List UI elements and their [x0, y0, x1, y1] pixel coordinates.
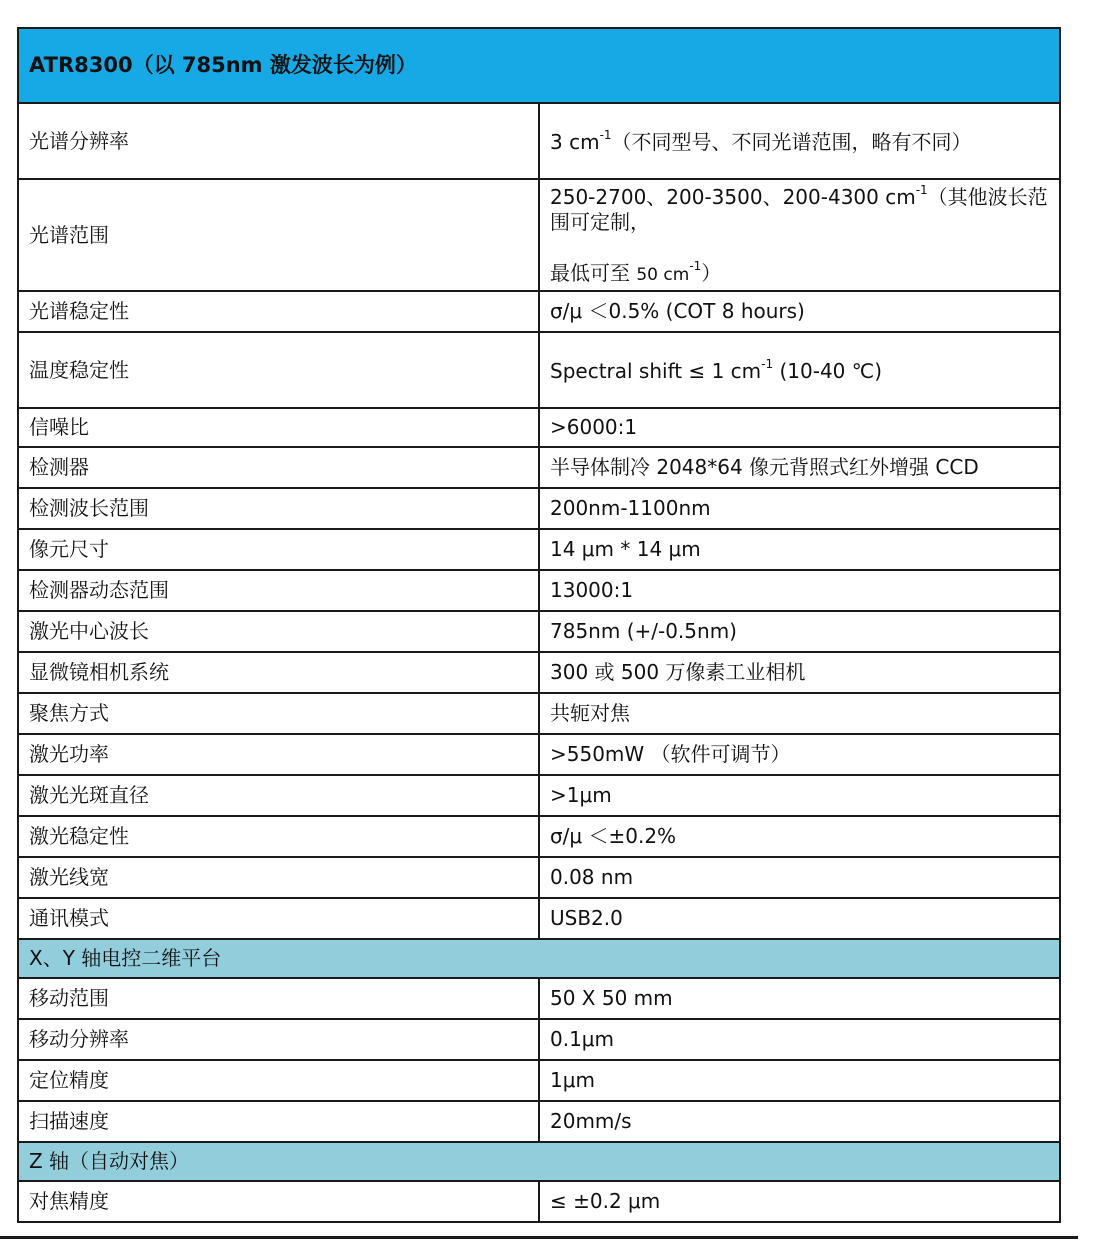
- value-line2-small: 50 cm: [636, 265, 690, 286]
- row-label: 光谱分辨率: [18, 103, 539, 179]
- superscript: -1: [689, 259, 702, 274]
- table-row: [18, 978, 1060, 1019]
- value-line2-end: ）: [701, 261, 722, 286]
- superscript: -1: [915, 183, 928, 198]
- table-row: [18, 1019, 1060, 1060]
- value-note: （其他波长范围可定制，: [550, 185, 1048, 235]
- row-value: σ/μ ＜0.5% (COT 8 hours): [539, 291, 1060, 332]
- table-row: [18, 570, 1060, 611]
- row-label: 检测器动态范围: [18, 570, 539, 611]
- value-line2-text: 最低可至: [550, 261, 637, 286]
- row-value: [539, 103, 1060, 179]
- row-label: 光谱范围: [18, 179, 539, 291]
- row-label: 激光光斑直径: [18, 775, 539, 816]
- row-label: 光谱稳定性: [18, 291, 539, 332]
- superscript: -1: [599, 127, 612, 142]
- row-value: USB2.0: [539, 898, 1060, 939]
- table-row: [18, 529, 1060, 570]
- row-label: 激光中心波长: [18, 611, 539, 652]
- row-label: 显微镜相机系统: [18, 652, 539, 693]
- row-value: 300 或 500 万像素工业相机: [539, 652, 1060, 693]
- row-value: >550mW （软件可调节）: [539, 734, 1060, 775]
- row-value: 1μm: [539, 1060, 1060, 1101]
- row-value: 13000:1: [539, 570, 1060, 611]
- value-line2: [550, 259, 1049, 286]
- row-value: >1μm: [539, 775, 1060, 816]
- table-row: [18, 611, 1060, 652]
- row-value: 785nm (+/-0.5nm): [539, 611, 1060, 652]
- table-row: [18, 332, 1060, 408]
- row-label: 激光功率: [18, 734, 539, 775]
- row-value: 200nm-1100nm: [539, 488, 1060, 529]
- table-row: [18, 408, 1060, 447]
- row-label: 激光稳定性: [18, 816, 539, 857]
- table-row: [18, 693, 1060, 734]
- bottom-divider: [0, 1236, 1078, 1239]
- section-header-xy-stage: X、Y 轴电控二维平台: [18, 939, 1060, 978]
- table-row: [18, 1101, 1060, 1142]
- row-label: 检测波长范围: [18, 488, 539, 529]
- row-value: 共轭对焦: [539, 693, 1060, 734]
- row-label: 移动范围: [18, 978, 539, 1019]
- spec-table: [17, 27, 1061, 1223]
- table-row: [18, 1181, 1060, 1222]
- value-text: Spectral shift ≤ 1 cm: [550, 358, 762, 383]
- row-label: 聚焦方式: [18, 693, 539, 734]
- section-header-row: [18, 1142, 1060, 1181]
- value-text: 250-2700、200-3500、200-4300 cm: [550, 185, 916, 210]
- row-label: 移动分辨率: [18, 1019, 539, 1060]
- row-label: 温度稳定性: [18, 332, 539, 408]
- value-note: (10-40 ℃): [773, 358, 883, 383]
- row-label: 定位精度: [18, 1060, 539, 1101]
- table-row: [18, 447, 1060, 488]
- row-value: 0.1μm: [539, 1019, 1060, 1060]
- row-value: 0.08 nm: [539, 857, 1060, 898]
- table-row: [18, 857, 1060, 898]
- section-header-row: [18, 939, 1060, 978]
- row-label: 激光线宽: [18, 857, 539, 898]
- row-value: 20mm/s: [539, 1101, 1060, 1142]
- row-value: 14 μm * 14 μm: [539, 529, 1060, 570]
- row-value: 半导体制冷 2048*64 像元背照式红外增强 CCD: [539, 447, 1060, 488]
- row-label: 对焦精度: [18, 1181, 539, 1222]
- table-row: [18, 898, 1060, 939]
- value-note: （不同型号、不同光谱范围，略有不同）: [611, 129, 972, 154]
- section-header-z-axis: Z 轴（自动对焦）: [18, 1142, 1060, 1181]
- row-label: 像元尺寸: [18, 529, 539, 570]
- table-row: [18, 734, 1060, 775]
- superscript: -1: [761, 356, 774, 371]
- row-value: 50 X 50 mm: [539, 978, 1060, 1019]
- table-row: [18, 775, 1060, 816]
- table-row: [18, 488, 1060, 529]
- row-label: 检测器: [18, 447, 539, 488]
- table-row: [18, 652, 1060, 693]
- row-value: [539, 179, 1060, 291]
- row-label: 扫描速度: [18, 1101, 539, 1142]
- value-text: 3 cm: [550, 129, 600, 154]
- row-value: σ/μ ＜±0.2%: [539, 816, 1060, 857]
- row-value: >6000:1: [539, 408, 1060, 447]
- table-title-row: [18, 28, 1060, 103]
- table-title: ATR8300（以 785nm 激发波长为例）: [18, 28, 1060, 103]
- row-label: 通讯模式: [18, 898, 539, 939]
- table-row: [18, 179, 1060, 291]
- table-row: [18, 1060, 1060, 1101]
- row-label: 信噪比: [18, 408, 539, 447]
- table-row: [18, 103, 1060, 179]
- row-value: [539, 332, 1060, 408]
- table-row: [18, 816, 1060, 857]
- row-value: ≤ ±0.2 μm: [539, 1181, 1060, 1222]
- table-row: [18, 291, 1060, 332]
